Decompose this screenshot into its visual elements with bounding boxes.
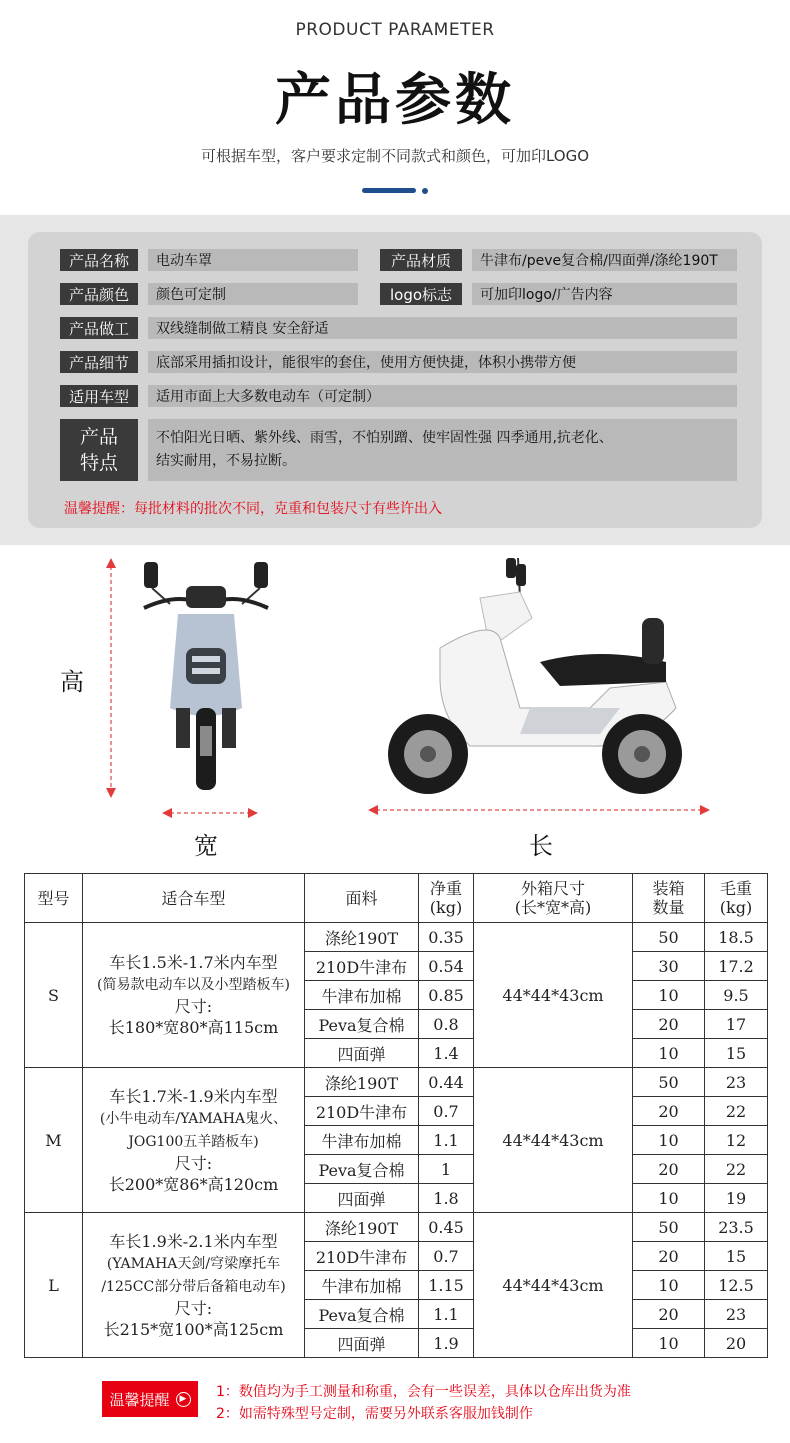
arrow-right-circle-icon: ▶	[176, 1392, 191, 1407]
net-weight-cell: 1.9	[419, 1329, 474, 1358]
net-weight-cell: 1.1	[419, 1126, 474, 1155]
reminder-note-2: 2：如需特殊型号定制，需要另外联系客服加钱制作	[216, 1406, 533, 1422]
dim-length-label: 长	[529, 832, 553, 860]
param-label-name: 产品名称	[60, 249, 138, 271]
param-panel	[28, 232, 762, 528]
gross-weight-cell: 17	[705, 1010, 768, 1039]
header-net-weight	[419, 874, 474, 923]
table-row	[25, 1068, 768, 1097]
net-weight-cell: 0.7	[419, 1097, 474, 1126]
table-header-row	[25, 874, 768, 923]
model-cell-s: S	[25, 923, 83, 1068]
net-weight-cell: 0.54	[419, 952, 474, 981]
table-row	[25, 923, 768, 952]
gross-weight-cell: 18.5	[705, 923, 768, 952]
param-value-fit: 适用市面上大多数电动车（可定制）	[148, 385, 737, 407]
page-title: 产品参数	[275, 68, 515, 133]
header-net-line2: (kg)	[429, 898, 463, 917]
quantity-cell: 30	[633, 952, 705, 981]
gross-weight-cell: 15	[705, 1039, 768, 1068]
gross-weight-cell: 22	[705, 1097, 768, 1126]
param-label-logo: logo标志	[380, 283, 462, 305]
param-label-feature-line2: 特点	[79, 452, 118, 474]
quantity-cell: 10	[633, 1329, 705, 1358]
header-fabric: 面料	[305, 874, 419, 923]
quantity-cell: 50	[633, 1213, 705, 1242]
quantity-cell: 50	[633, 923, 705, 952]
param-value-feature-line1: 不怕阳光日晒、紫外线、雨雪，不怕别蹭、使牢固性强 四季通用,抗老化、	[156, 430, 613, 446]
title-underline	[362, 188, 416, 193]
reminder-note-1: 1：数值均为手工测量和称重，会有一些误差，具体以仓库出货为准	[216, 1384, 631, 1400]
net-weight-cell: 0.35	[419, 923, 474, 952]
fabric-cell: Peva复合棉	[305, 1300, 419, 1329]
fabric-cell: 210D牛津布	[305, 952, 419, 981]
net-weight-cell: 1.8	[419, 1184, 474, 1213]
net-weight-cell: 1	[419, 1155, 474, 1184]
title-dot	[422, 188, 428, 194]
quantity-cell: 10	[633, 1271, 705, 1300]
fabric-cell: Peva复合棉	[305, 1155, 419, 1184]
param-value-name: 电动车罩	[148, 249, 358, 271]
gross-weight-cell: 19	[705, 1184, 768, 1213]
param-value-feature-line2: 结实耐用，不易拉断。	[156, 453, 296, 469]
fabric-cell: 牛津布加棉	[305, 1126, 419, 1155]
box-size-cell-l: 44*44*43cm	[474, 1213, 633, 1358]
quantity-cell: 10	[633, 1039, 705, 1068]
quantity-cell: 20	[633, 1097, 705, 1126]
header-qty-line1: 装箱	[652, 879, 685, 898]
net-weight-cell: 0.45	[419, 1213, 474, 1242]
page-subtitle: 可根据车型，客户要求定制不同款式和颜色，可加印LOGO	[200, 147, 590, 165]
fabric-cell: 涤纶190T	[305, 1213, 419, 1242]
box-size-cell-s: 44*44*43cm	[474, 923, 633, 1068]
net-weight-cell: 1.1	[419, 1300, 474, 1329]
quantity-cell: 20	[633, 1300, 705, 1329]
gross-weight-cell: 23	[705, 1068, 768, 1097]
quantity-cell: 50	[633, 1068, 705, 1097]
fit-s-line1: 车长1.5米-1.7米内车型	[109, 953, 278, 972]
param-label-feature-line1: 产品	[79, 426, 118, 448]
fit-cell-s	[83, 923, 305, 1068]
header-net-line1: 净重	[429, 879, 462, 898]
fabric-cell: 牛津布加棉	[305, 1271, 419, 1300]
net-weight-cell: 0.7	[419, 1242, 474, 1271]
param-value-color: 颜色可定制	[148, 283, 358, 305]
fit-l-line1: 车长1.9米-2.1米内车型	[109, 1231, 278, 1251]
width-arrow	[162, 806, 258, 820]
fit-m-line4: 尺寸:	[174, 1153, 213, 1173]
fabric-cell: 210D牛津布	[305, 1097, 419, 1126]
reminder-button-label: 温馨提醒	[109, 1390, 170, 1409]
fit-s-line2: (简易款电动车以及小型踏板车)	[97, 977, 290, 993]
param-label-material: 产品材质	[380, 249, 462, 271]
quantity-cell: 10	[633, 981, 705, 1010]
height-arrow	[104, 558, 118, 798]
net-weight-cell: 0.8	[419, 1010, 474, 1039]
fit-l-line5: 长215*宽100*高125cm	[103, 1319, 284, 1339]
param-label-detail: 产品细节	[60, 351, 138, 373]
net-weight-cell: 1.15	[419, 1271, 474, 1300]
fabric-cell: 四面弹	[305, 1039, 419, 1068]
fit-m-line2: (小牛电动车/YAMAHA鬼火、	[99, 1110, 288, 1127]
param-label-color: 产品颜色	[60, 283, 138, 305]
header-model: 型号	[25, 874, 83, 923]
header-quantity	[633, 874, 705, 923]
net-weight-cell: 1.4	[419, 1039, 474, 1068]
spec-table	[24, 873, 768, 1358]
fabric-cell: Peva复合棉	[305, 1010, 419, 1039]
net-weight-cell: 0.85	[419, 981, 474, 1010]
gross-weight-cell: 23.5	[705, 1213, 768, 1242]
scooter-front-image	[140, 558, 272, 796]
header-box-size	[474, 874, 633, 923]
quantity-cell: 20	[633, 1242, 705, 1271]
dim-width-label: 宽	[194, 832, 218, 860]
fit-cell-l	[83, 1213, 305, 1358]
fabric-cell: 涤纶190T	[305, 923, 419, 952]
fit-s-line4: 长180*宽80*高115cm	[108, 1018, 279, 1037]
header-gross-line2: (kg)	[719, 898, 753, 917]
reminder-notes	[216, 1381, 631, 1425]
fit-s-line3: 尺寸:	[174, 997, 213, 1016]
header-gross-line1: 毛重	[719, 879, 752, 898]
reminder-button[interactable]	[102, 1381, 198, 1417]
param-label-craft: 产品做工	[60, 317, 138, 339]
param-value-material: 牛津布/peve复合棉/四面弹/涤纶190T	[472, 249, 737, 271]
net-weight-cell: 0.44	[419, 1068, 474, 1097]
model-cell-m: M	[25, 1068, 83, 1213]
fit-l-line3: /125CC部分带后备箱电动车)	[101, 1278, 286, 1295]
fit-l-line4: 尺寸:	[174, 1298, 213, 1318]
fabric-cell: 四面弹	[305, 1329, 419, 1358]
fabric-cell: 四面弹	[305, 1184, 419, 1213]
header-box-line2: (长*宽*高)	[514, 898, 592, 917]
fit-m-line3: JOG100五羊踏板车)	[128, 1133, 259, 1150]
param-value-detail: 底部采用插扣设计，能很牢的套住，使用方便快捷，体积小携带方便	[148, 351, 737, 373]
fabric-cell: 牛津布加棉	[305, 981, 419, 1010]
gross-weight-cell: 23	[705, 1300, 768, 1329]
quantity-cell: 10	[633, 1184, 705, 1213]
model-cell-l: L	[25, 1213, 83, 1358]
scooter-side-image	[380, 558, 710, 806]
header-box-line1: 外箱尺寸	[520, 879, 585, 898]
param-label-fit: 适用车型	[60, 385, 138, 407]
box-size-cell-m: 44*44*43cm	[474, 1068, 633, 1213]
dim-height-label: 高	[60, 668, 84, 696]
gross-weight-cell: 20	[705, 1329, 768, 1358]
fit-l-line2: (YAMAHA天剑/穹梁摩托车	[106, 1255, 281, 1272]
param-warning: 温馨提醒：每批材料的批次不同，克重和包装尺寸有些许出入	[64, 501, 442, 517]
gross-weight-cell: 17.2	[705, 952, 768, 981]
quantity-cell: 20	[633, 1010, 705, 1039]
header-fit: 适合车型	[83, 874, 305, 923]
fabric-cell: 涤纶190T	[305, 1068, 419, 1097]
gross-weight-cell: 12.5	[705, 1271, 768, 1300]
gross-weight-cell: 15	[705, 1242, 768, 1271]
header-qty-line2: 数量	[652, 898, 685, 917]
gross-weight-cell: 22	[705, 1155, 768, 1184]
fit-m-line1: 车长1.7米-1.9米内车型	[109, 1086, 278, 1106]
table-row	[25, 1213, 768, 1242]
fabric-cell: 210D牛津布	[305, 1242, 419, 1271]
quantity-cell: 10	[633, 1126, 705, 1155]
param-value-craft: 双线缝制做工精良 安全舒适	[148, 317, 737, 339]
gross-weight-cell: 9.5	[705, 981, 768, 1010]
param-label-feature	[60, 419, 138, 481]
gross-weight-cell: 12	[705, 1126, 768, 1155]
header-gross-weight	[705, 874, 768, 923]
fit-cell-m	[83, 1068, 305, 1213]
param-value-logo: 可加印logo/广告内容	[472, 283, 737, 305]
quantity-cell: 20	[633, 1155, 705, 1184]
title-english: PRODUCT PARAMETER	[295, 20, 495, 40]
fit-m-line5: 长200*宽86*高120cm	[108, 1174, 279, 1194]
param-value-feature	[148, 419, 737, 481]
